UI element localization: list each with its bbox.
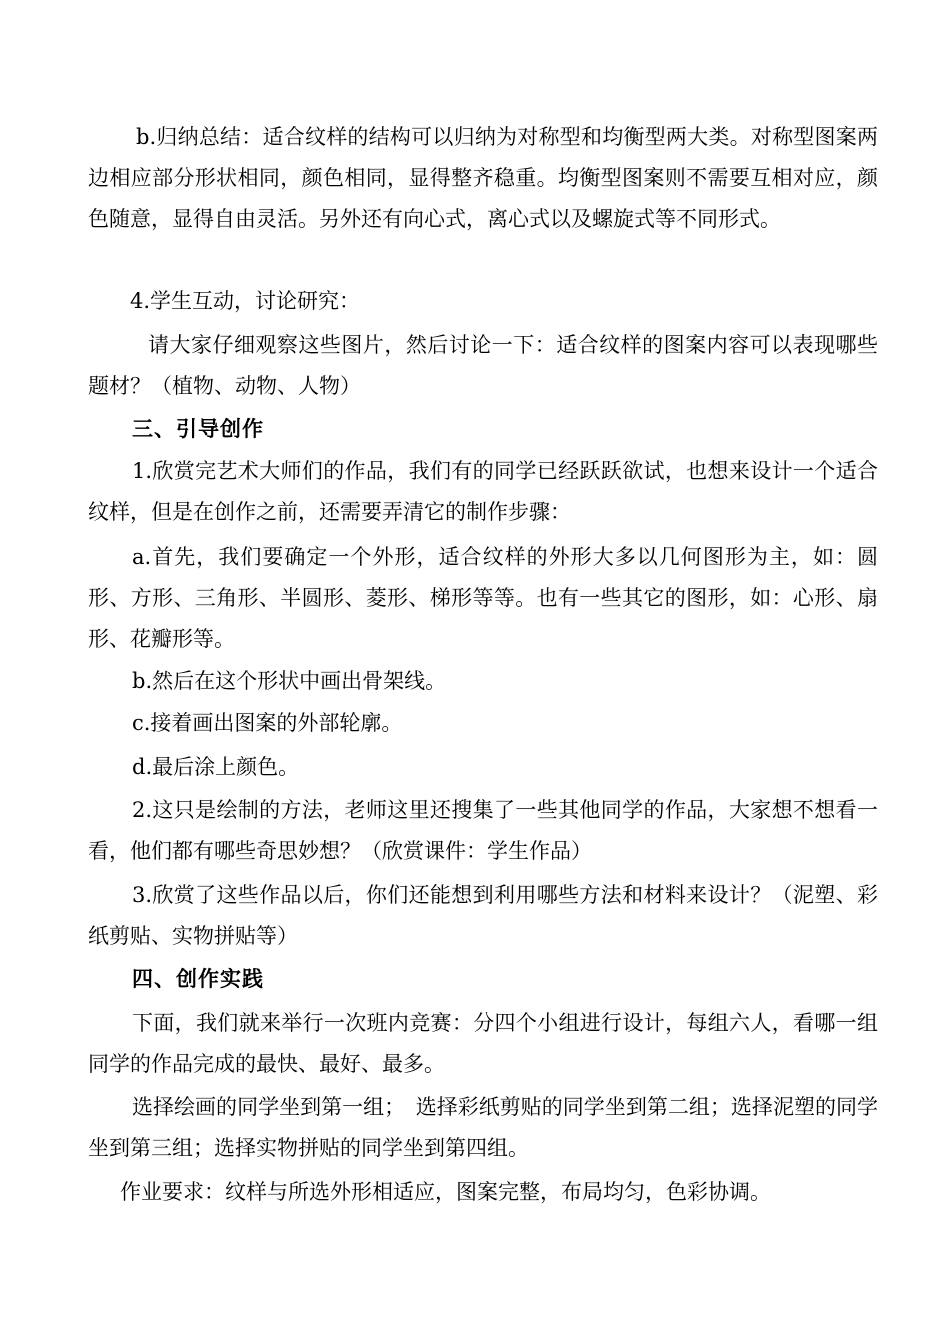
paragraph-drawing-method: 2.这只是绘制的方法，老师这里还搜集了一些其他同学的作品，大家想不想看一看，他们都有哪些奇思妙想？（欣赏课件：学生作品） bbox=[88, 798, 878, 863]
heading-creative-practice: 四、创作实践 bbox=[132, 966, 264, 991]
heading-guided-creation: 三、引导创作 bbox=[132, 416, 264, 441]
paragraph-step-a: a.首先，我们要确定一个外形，适合纹样的外形大多以几何图形为主，如：圆形、方形、三角形、半圆形、菱形、梯形等等。也有一些其它的图形，如：心形、扇形、花瓣形等。 bbox=[88, 545, 878, 651]
paragraph-observe-discuss: 请大家仔细观察这些图片，然后讨论一下：适合纹样的图案内容可以表现哪些题材？（植物、动物、人物） bbox=[88, 333, 878, 398]
paragraph-summary: b.归纳总结：适合纹样的结构可以归纳为对称型和均衡型两大类。对称型图案两边相应部分形状相同，颜色相同，显得整齐稳重。均衡型图案则不需要互相对应，颜色随意，显得自由灵活。另外还有向心式，离心式以及螺旋式等不同形式。 bbox=[88, 125, 878, 231]
paragraph-group-assignment: 选择绘画的同学坐到第一组； 选择彩纸剪贴的同学坐到第二组；选择泥塑的同学坐到第三组；选择实物拼贴的同学坐到第四组。 bbox=[88, 1095, 878, 1160]
paragraph-competition: 下面，我们就来举行一次班内竞赛：分四个小组进行设计，每组六人，看哪一组同学的作品完成的最快、最好、最多。 bbox=[88, 1011, 878, 1076]
paragraph-step-b: b.然后在这个形状中画出骨架线。 bbox=[132, 669, 447, 693]
paragraph-homework-requirements: 作业要求：纹样与所选外形相适应，图案完整，布局均匀，色彩协调。 bbox=[120, 1180, 771, 1204]
paragraph-student-interaction: 4.学生互动，讨论研究： bbox=[130, 289, 361, 313]
paragraph-step-c: c.接着画出图案的外部轮廓。 bbox=[132, 711, 403, 735]
paragraph-steps-intro: 1.欣赏完艺术大师们的作品，我们有的同学已经跃跃欲试，也想来设计一个适合纹样，但是在创作之前，还需要弄清它的制作步骤： bbox=[88, 459, 878, 524]
paragraph-materials: 3.欣赏了这些作品以后，你们还能想到利用哪些方法和材料来设计？（泥塑、彩纸剪贴、实物拼贴等） bbox=[88, 883, 878, 948]
paragraph-step-d: d.最后涂上颜色。 bbox=[132, 755, 300, 779]
